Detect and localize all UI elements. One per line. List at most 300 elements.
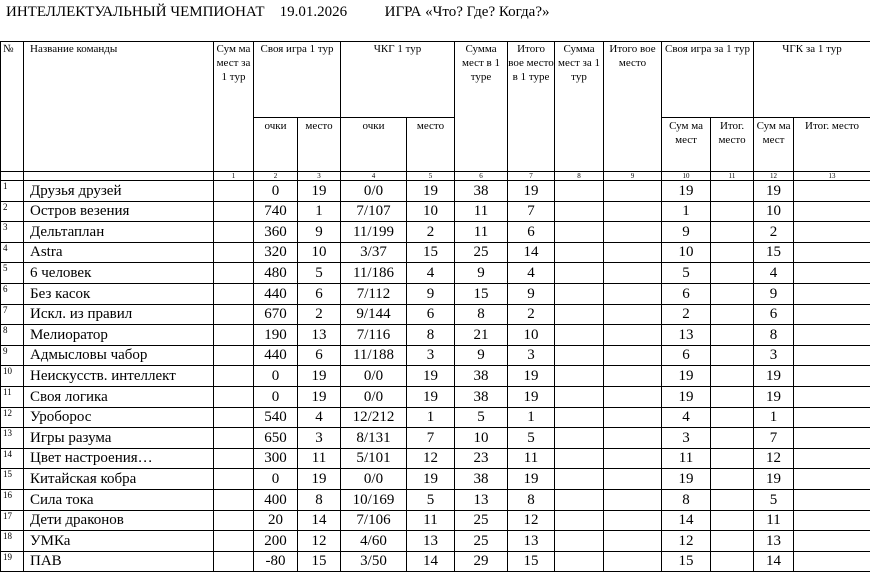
- svoya-place-header: место: [298, 118, 341, 172]
- chkg-place: 1: [407, 407, 455, 428]
- svoya-sum-places: 6: [662, 345, 711, 366]
- col-sum-places-header: Сумма мест в 1 туре: [455, 42, 508, 172]
- team-name: Китайская кобра: [24, 469, 214, 490]
- col-chgk-b-header: ЧГК за 1 тур: [754, 42, 870, 118]
- sum-places-2-cell: [555, 428, 604, 449]
- index-cell: 13: [794, 172, 870, 181]
- svoya-total-place-cell: [711, 448, 754, 469]
- svoya-sum-places: 8: [662, 489, 711, 510]
- total-place-2-cell: [604, 325, 662, 346]
- sum-places: 5: [455, 407, 508, 428]
- table-row: [1, 469, 870, 490]
- team-name: Сила тока: [24, 489, 214, 510]
- row-number: 1: [1, 181, 24, 202]
- row-number: 3: [1, 222, 24, 243]
- total-place-2-cell: [604, 531, 662, 552]
- sum-places-2-cell: [555, 407, 604, 428]
- sum-tour-cell: [214, 489, 254, 510]
- total-place-2-cell: [604, 366, 662, 387]
- svoya-place: 6: [298, 283, 341, 304]
- svoya-place: 6: [298, 345, 341, 366]
- svoya-sum-places: 14: [662, 510, 711, 531]
- chgk-sum-places: 13: [754, 531, 794, 552]
- team-name: 6 человек: [24, 263, 214, 284]
- chgk-sum-places: 19: [754, 469, 794, 490]
- svoya-sum-places: 2: [662, 304, 711, 325]
- row-number: 12: [1, 407, 24, 428]
- sum-places: 15: [455, 283, 508, 304]
- sum-tour-cell: [214, 242, 254, 263]
- index-cell: 8: [555, 172, 604, 181]
- svoya-sum-places: 10: [662, 242, 711, 263]
- chkg-place: 13: [407, 531, 455, 552]
- svoya-place: 5: [298, 263, 341, 284]
- svoya-place: 1: [298, 201, 341, 222]
- svoya-total-place-cell: [711, 325, 754, 346]
- chgk-sum-places: 19: [754, 366, 794, 387]
- table-row: [1, 283, 870, 304]
- sum-places: 38: [455, 366, 508, 387]
- total-place: 19: [508, 181, 555, 202]
- svoya-points: 320: [254, 242, 298, 263]
- total-place: 19: [508, 366, 555, 387]
- svoya-sum-places: 13: [662, 325, 711, 346]
- chkg-place: 12: [407, 448, 455, 469]
- chgk-sum-places: 19: [754, 386, 794, 407]
- sum-places: 9: [455, 345, 508, 366]
- total-place: 3: [508, 345, 555, 366]
- svoya-points: 300: [254, 448, 298, 469]
- total-place-2-cell: [604, 222, 662, 243]
- chgk-total-place-cell: [794, 407, 870, 428]
- row-number: 8: [1, 325, 24, 346]
- svoya-total-place-cell: [711, 469, 754, 490]
- svoya-total-place-cell: [711, 489, 754, 510]
- team-name: Дети драконов: [24, 510, 214, 531]
- chkg-points: 11/188: [341, 345, 407, 366]
- sum-places: 11: [455, 222, 508, 243]
- index-cell: 3: [298, 172, 341, 181]
- chgk-total-place-cell: [794, 531, 870, 552]
- svoya-points: 360: [254, 222, 298, 243]
- row-number: 4: [1, 242, 24, 263]
- results-table: [0, 41, 870, 572]
- svoya-sum-places: 11: [662, 448, 711, 469]
- table-row: [1, 428, 870, 449]
- chkg-place: 8: [407, 325, 455, 346]
- svoya-sum-places: 5: [662, 263, 711, 284]
- team-name: ПАВ: [24, 551, 214, 572]
- chkg-place: 19: [407, 181, 455, 202]
- sum-places-2-cell: [555, 345, 604, 366]
- team-name: Дельтаплан: [24, 222, 214, 243]
- total-place: 13: [508, 531, 555, 552]
- chgk-total-place-cell: [794, 366, 870, 387]
- chgk-total-place-cell: [794, 181, 870, 202]
- total-place-2-cell: [604, 489, 662, 510]
- total-place: 1: [508, 407, 555, 428]
- chgk-total-place-cell: [794, 428, 870, 449]
- col-sum-places-2-header: Сумма мест за 1 тур: [555, 42, 604, 172]
- col-team-header: Название команды: [24, 42, 214, 172]
- chgk-sum-places-header: Сум ма мест: [754, 118, 794, 172]
- row-number: 7: [1, 304, 24, 325]
- chgk-total-place-cell: [794, 448, 870, 469]
- chgk-total-place-cell: [794, 469, 870, 490]
- championship-title: ИНТЕЛЛЕКТУАЛЬНЫЙ ЧЕМПИОНАТ: [6, 4, 265, 20]
- svoya-points: 740: [254, 201, 298, 222]
- table-row: [1, 345, 870, 366]
- sum-places: 11: [455, 201, 508, 222]
- sum-places: 38: [455, 469, 508, 490]
- chgk-total-place-header: Итог. место: [794, 118, 870, 172]
- svoya-place: 19: [298, 469, 341, 490]
- chgk-total-place-cell: [794, 551, 870, 572]
- table-row: [1, 242, 870, 263]
- index-cell: 9: [604, 172, 662, 181]
- table-row: [1, 201, 870, 222]
- chkg-place: 11: [407, 510, 455, 531]
- chkg-place: 14: [407, 551, 455, 572]
- chkg-points: 0/0: [341, 386, 407, 407]
- sum-places-2-cell: [555, 283, 604, 304]
- chkg-points: 5/101: [341, 448, 407, 469]
- team-name: Остров везения: [24, 201, 214, 222]
- svoya-sum-places: 6: [662, 283, 711, 304]
- svoya-points: 0: [254, 386, 298, 407]
- index-cell: [24, 172, 214, 181]
- col-number-header: №: [1, 42, 24, 172]
- row-number: 15: [1, 469, 24, 490]
- sum-places: 23: [455, 448, 508, 469]
- total-place: 8: [508, 489, 555, 510]
- total-place: 19: [508, 469, 555, 490]
- total-place: 2: [508, 304, 555, 325]
- svoya-place: 9: [298, 222, 341, 243]
- svoya-sum-places: 15: [662, 551, 711, 572]
- chkg-points: 0/0: [341, 181, 407, 202]
- chkg-points: 7/106: [341, 510, 407, 531]
- total-place-2-cell: [604, 469, 662, 490]
- chkg-points: 7/112: [341, 283, 407, 304]
- sum-places-2-cell: [555, 201, 604, 222]
- chgk-sum-places: 2: [754, 222, 794, 243]
- chkg-points: 3/50: [341, 551, 407, 572]
- svoya-total-place-cell: [711, 201, 754, 222]
- chgk-total-place-cell: [794, 242, 870, 263]
- total-place-2-cell: [604, 510, 662, 531]
- svoya-sum-places: 19: [662, 469, 711, 490]
- chkg-points: 7/116: [341, 325, 407, 346]
- sum-tour-cell: [214, 366, 254, 387]
- sum-tour-cell: [214, 263, 254, 284]
- total-place-2-cell: [604, 283, 662, 304]
- total-place-2-cell: [604, 551, 662, 572]
- chgk-sum-places: 12: [754, 448, 794, 469]
- team-name: Своя логика: [24, 386, 214, 407]
- svoya-points: 540: [254, 407, 298, 428]
- index-cell: [1, 172, 24, 181]
- index-cell: 11: [711, 172, 754, 181]
- chkg-points: 4/60: [341, 531, 407, 552]
- chkg-points: 10/169: [341, 489, 407, 510]
- sum-tour-cell: [214, 531, 254, 552]
- svoya-sum-places-header: Сум ма мест: [662, 118, 711, 172]
- svoya-total-place-cell: [711, 510, 754, 531]
- sum-places-2-cell: [555, 181, 604, 202]
- svoya-sum-places: 4: [662, 407, 711, 428]
- row-number: 19: [1, 551, 24, 572]
- svoya-total-place-cell: [711, 428, 754, 449]
- chkg-place: 5: [407, 489, 455, 510]
- svoya-sum-places: 9: [662, 222, 711, 243]
- team-name: Astra: [24, 242, 214, 263]
- sum-places-2-cell: [555, 469, 604, 490]
- game-name: ИГРА «Что? Где? Когда?»: [384, 4, 550, 20]
- svoya-place: 13: [298, 325, 341, 346]
- total-place: 5: [508, 428, 555, 449]
- svoya-total-place-cell: [711, 345, 754, 366]
- chkg-points: 8/131: [341, 428, 407, 449]
- table-row: [1, 263, 870, 284]
- total-place: 4: [508, 263, 555, 284]
- sum-places: 38: [455, 386, 508, 407]
- sum-places-2-cell: [555, 551, 604, 572]
- svoya-total-place-cell: [711, 263, 754, 284]
- svoya-points: 670: [254, 304, 298, 325]
- svoya-place: 12: [298, 531, 341, 552]
- sum-places: 25: [455, 531, 508, 552]
- chgk-sum-places: 1: [754, 407, 794, 428]
- svoya-points: 650: [254, 428, 298, 449]
- team-name: Искл. из правил: [24, 304, 214, 325]
- row-number: 17: [1, 510, 24, 531]
- total-place: 14: [508, 242, 555, 263]
- chkg-points: 0/0: [341, 469, 407, 490]
- table-row: [1, 448, 870, 469]
- table-row: [1, 531, 870, 552]
- row-number: 13: [1, 428, 24, 449]
- svoya-total-place-header: Итог. место: [711, 118, 754, 172]
- chkg-place: 15: [407, 242, 455, 263]
- col-total-place-header: Итого вое место в 1 туре: [508, 42, 555, 172]
- sum-places-2-cell: [555, 448, 604, 469]
- svoya-place: 15: [298, 551, 341, 572]
- chkg-points: 3/37: [341, 242, 407, 263]
- col-total-place-2-header: Итого вое место: [604, 42, 662, 172]
- svoya-total-place-cell: [711, 407, 754, 428]
- chgk-sum-places: 7: [754, 428, 794, 449]
- chgk-sum-places: 15: [754, 242, 794, 263]
- svoya-sum-places: 1: [662, 201, 711, 222]
- sum-places: 8: [455, 304, 508, 325]
- championship-date: 19.01.2026: [279, 4, 348, 20]
- chkg-points: 11/199: [341, 222, 407, 243]
- team-name: Цвет настроения…: [24, 448, 214, 469]
- chkg-place: 19: [407, 469, 455, 490]
- chgk-sum-places: 8: [754, 325, 794, 346]
- svoya-sum-places: 19: [662, 366, 711, 387]
- sum-places-2-cell: [555, 304, 604, 325]
- chgk-sum-places: 6: [754, 304, 794, 325]
- svoya-place: 19: [298, 386, 341, 407]
- total-place-2-cell: [604, 448, 662, 469]
- chkg-place: 19: [407, 366, 455, 387]
- svoya-total-place-cell: [711, 242, 754, 263]
- chgk-sum-places: 9: [754, 283, 794, 304]
- svoya-place: 19: [298, 181, 341, 202]
- svoya-points: 190: [254, 325, 298, 346]
- sum-places-2-cell: [555, 325, 604, 346]
- chkg-points: 12/212: [341, 407, 407, 428]
- svoya-place: 14: [298, 510, 341, 531]
- sum-places: 9: [455, 263, 508, 284]
- svoya-points: 0: [254, 181, 298, 202]
- table-row: [1, 325, 870, 346]
- index-cell: 1: [214, 172, 254, 181]
- svoya-place: 8: [298, 489, 341, 510]
- col-sum-tour-header: Сум ма мест за 1 тур: [214, 42, 254, 172]
- chgk-total-place-cell: [794, 222, 870, 243]
- team-name: Уроборос: [24, 407, 214, 428]
- svoya-total-place-cell: [711, 304, 754, 325]
- chkg-place: 19: [407, 386, 455, 407]
- table-row: [1, 222, 870, 243]
- total-place: 10: [508, 325, 555, 346]
- table-row: [1, 407, 870, 428]
- svoya-total-place-cell: [711, 386, 754, 407]
- chgk-total-place-cell: [794, 489, 870, 510]
- sum-places-2-cell: [555, 489, 604, 510]
- total-place: 7: [508, 201, 555, 222]
- svoya-sum-places: 19: [662, 181, 711, 202]
- chgk-total-place-cell: [794, 386, 870, 407]
- sum-tour-cell: [214, 181, 254, 202]
- svoya-place: 2: [298, 304, 341, 325]
- chkg-place-header: место: [407, 118, 455, 172]
- index-cell: 2: [254, 172, 298, 181]
- sum-tour-cell: [214, 407, 254, 428]
- table-row: [1, 489, 870, 510]
- sum-tour-cell: [214, 510, 254, 531]
- svoya-points: 0: [254, 366, 298, 387]
- total-place-2-cell: [604, 304, 662, 325]
- chkg-place: 7: [407, 428, 455, 449]
- table-row: [1, 551, 870, 572]
- table-row: [1, 386, 870, 407]
- sum-places-2-cell: [555, 531, 604, 552]
- col-svoya-header: Своя игра 1 тур: [254, 42, 341, 118]
- svoya-points: 440: [254, 345, 298, 366]
- total-place: 6: [508, 222, 555, 243]
- sum-tour-cell: [214, 325, 254, 346]
- col-chkg-header: ЧКГ 1 тур: [341, 42, 455, 118]
- chgk-sum-places: 5: [754, 489, 794, 510]
- chgk-total-place-cell: [794, 201, 870, 222]
- sum-places: 25: [455, 242, 508, 263]
- chkg-place: 6: [407, 304, 455, 325]
- chgk-sum-places: 19: [754, 181, 794, 202]
- svoya-sum-places: 12: [662, 531, 711, 552]
- column-index-row: [1, 172, 870, 181]
- team-name: УМКа: [24, 531, 214, 552]
- index-cell: 5: [407, 172, 455, 181]
- chkg-points: 11/186: [341, 263, 407, 284]
- row-number: 2: [1, 201, 24, 222]
- chkg-points: 0/0: [341, 366, 407, 387]
- total-place-2-cell: [604, 407, 662, 428]
- total-place-2-cell: [604, 263, 662, 284]
- chgk-sum-places: 4: [754, 263, 794, 284]
- index-cell: 6: [455, 172, 508, 181]
- team-name: Без касок: [24, 283, 214, 304]
- row-number: 6: [1, 283, 24, 304]
- index-cell: 12: [754, 172, 794, 181]
- svoya-total-place-cell: [711, 181, 754, 202]
- svoya-points: 0: [254, 469, 298, 490]
- sum-tour-cell: [214, 222, 254, 243]
- svoya-place: 4: [298, 407, 341, 428]
- index-cell: 10: [662, 172, 711, 181]
- row-number: 16: [1, 489, 24, 510]
- total-place-2-cell: [604, 181, 662, 202]
- svoya-place: 19: [298, 366, 341, 387]
- sum-tour-cell: [214, 386, 254, 407]
- sum-places-2-cell: [555, 386, 604, 407]
- svoya-place: 10: [298, 242, 341, 263]
- sum-places-2-cell: [555, 242, 604, 263]
- table-row: [1, 304, 870, 325]
- sum-tour-cell: [214, 428, 254, 449]
- chgk-total-place-cell: [794, 325, 870, 346]
- total-place-2-cell: [604, 201, 662, 222]
- chgk-sum-places: 3: [754, 345, 794, 366]
- chgk-total-place-cell: [794, 345, 870, 366]
- total-place: 19: [508, 386, 555, 407]
- chgk-sum-places: 11: [754, 510, 794, 531]
- chgk-total-place-cell: [794, 510, 870, 531]
- team-name: Мелиоратор: [24, 325, 214, 346]
- row-number: 18: [1, 531, 24, 552]
- sum-places-2-cell: [555, 263, 604, 284]
- sum-places: 10: [455, 428, 508, 449]
- sum-places: 29: [455, 551, 508, 572]
- svoya-sum-places: 3: [662, 428, 711, 449]
- document-title: [6, 4, 550, 24]
- row-number: 10: [1, 366, 24, 387]
- sum-places-2-cell: [555, 366, 604, 387]
- team-name: Друзья друзей: [24, 181, 214, 202]
- col-svoya-b-header: Своя игра за 1 тур: [662, 42, 754, 118]
- chgk-total-place-cell: [794, 304, 870, 325]
- chkg-place: 9: [407, 283, 455, 304]
- table-row: [1, 366, 870, 387]
- svoya-points: -80: [254, 551, 298, 572]
- index-cell: 7: [508, 172, 555, 181]
- row-number: 9: [1, 345, 24, 366]
- chkg-points-header: очки: [341, 118, 407, 172]
- svoya-total-place-cell: [711, 551, 754, 572]
- chgk-total-place-cell: [794, 263, 870, 284]
- total-place-2-cell: [604, 386, 662, 407]
- svoya-points-header: очки: [254, 118, 298, 172]
- table-row: [1, 181, 870, 202]
- chgk-total-place-cell: [794, 283, 870, 304]
- chgk-sum-places: 14: [754, 551, 794, 572]
- svoya-points: 440: [254, 283, 298, 304]
- chgk-sum-places: 10: [754, 201, 794, 222]
- row-number: 5: [1, 263, 24, 284]
